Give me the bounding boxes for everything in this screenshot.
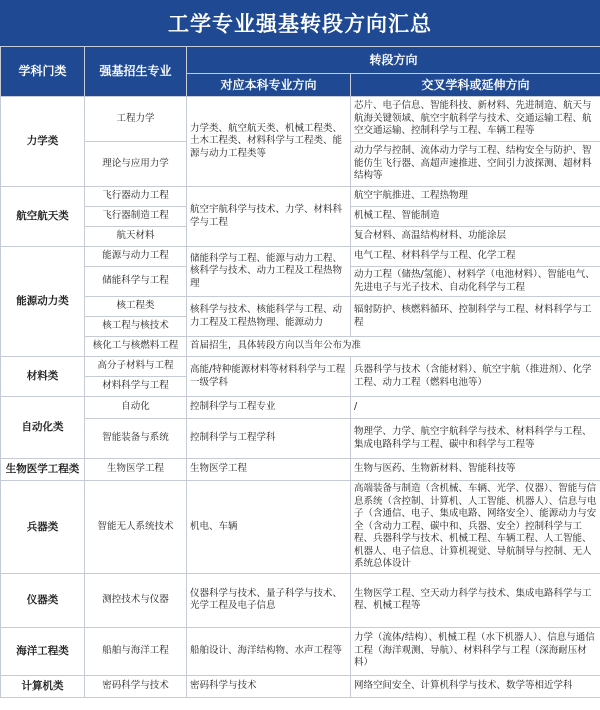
related-cell: 船舶设计、海洋结构物、水声工程等 [187, 627, 351, 675]
category-cell: 自动化类 [1, 397, 85, 459]
cross-cell: 辐射防护、核燃料循环、控制科学与工程、材料科学与工程 [351, 297, 600, 337]
category-cell: 仪器类 [1, 573, 85, 627]
major-cell: 核工程类 [85, 297, 187, 317]
category-cell: 生物医学工程类 [1, 459, 85, 481]
major-cell: 核化工与核燃料工程 [85, 337, 187, 357]
related-cell: 生物医学工程 [187, 459, 351, 481]
header-cross: 交叉学科或延伸方向 [351, 74, 600, 97]
related-cell: 仪器科学与技术、量子科学与技术、光学工程及电子信息 [187, 573, 351, 627]
related-cell: 控制科学与工程学科 [187, 419, 351, 459]
header-category: 学科门类 [1, 47, 85, 97]
major-cell: 密码科学与技术 [85, 675, 187, 697]
direction-table [0, 46, 600, 698]
cross-cell: 动力工程（储热/氢能）、材料学（电池材料）、智能电气、先进电子与光子技术、自动化科学与工程 [351, 267, 600, 297]
cross-cell: 复合材料、高温结构材料、功能涂层 [351, 227, 600, 247]
major-cell: 储能科学与工程 [85, 267, 187, 297]
related-cell: 高能/特种能源材料等材料科学与工程一级学科 [187, 357, 351, 397]
cross-cell: 力学（流体/结构）、机械工程（水下机器人）、信息与通信工程（海洋观测、导航）、材料科学与工程（深海耐压材料） [351, 627, 600, 675]
category-cell: 兵器类 [1, 481, 85, 574]
major-cell: 智能装备与系统 [85, 419, 187, 459]
cross-cell: 航空宇航推进、工程热物理 [351, 187, 600, 207]
cross-cell: 芯片、电子信息、智能科技、新材料、先进制造、航天与航海关键领域、航空宇航科学与技术、交通运输工程、航空交通运输、控制科学与工程、车辆工程等 [351, 97, 600, 142]
header-related: 对应本科专业方向 [187, 74, 351, 97]
header-direction: 转段方向 [187, 47, 600, 74]
major-cell: 能源与动力工程 [85, 247, 187, 267]
cross-cell: / [351, 397, 600, 419]
page-title: 工学专业强基转段方向汇总 [0, 0, 600, 46]
major-cell: 测控技术与仪器 [85, 573, 187, 627]
related-cell: 控制科学与工程专业 [187, 397, 351, 419]
cross-cell: 生物医学工程、空天动力科学与技术、集成电路科学与工程、机械工程等 [351, 573, 600, 627]
related-cell: 机电、车辆 [187, 481, 351, 574]
related-cell: 航空宇航科学与技术、力学、材料科学与工程 [187, 187, 351, 247]
category-cell: 海洋工程类 [1, 627, 85, 675]
cross-cell: 物理学、力学、航空宇航科学与技术、材料科学与工程、集成电路科学与工程、碳中和科学与工程等 [351, 419, 600, 459]
major-cell: 自动化 [85, 397, 187, 419]
category-cell: 计算机类 [1, 675, 85, 697]
cross-cell: 电气工程、材料科学与工程、化学工程 [351, 247, 600, 267]
related-cell: 密码科学与技术 [187, 675, 351, 697]
related-cell: 力学类、航空航天类、机械工程类、土木工程类、材料科学与工程类、能源与动力工程类等 [187, 97, 351, 187]
header-major: 强基招生专业 [85, 47, 187, 97]
major-cell: 材料科学与工程 [85, 377, 187, 397]
cross-cell: 动力学与控制、流体动力学与工程、结构安全与防护、智能仿生飞行器、高超声速推进、空间引力波探测、超材料结构等 [351, 142, 600, 187]
cross-cell: 网络空间安全、计算机科学与技术、数学等相近学科 [351, 675, 600, 697]
major-cell: 生物医学工程 [85, 459, 187, 481]
major-cell: 船舶与海洋工程 [85, 627, 187, 675]
major-cell: 飞行器制造工程 [85, 207, 187, 227]
category-cell: 能源动力类 [1, 247, 85, 357]
note-cell: 首届招生，具体转段方向以当年公布为准 [187, 337, 600, 357]
major-cell: 智能无人系统技术 [85, 481, 187, 574]
major-cell: 核工程与核技术 [85, 317, 187, 337]
related-cell: 储能科学与工程、能源与动力工程、核科学与技术、动力工程及工程热物理 [187, 247, 351, 297]
category-cell: 力学类 [1, 97, 85, 187]
cross-cell: 生物与医药、生物新材料、智能科技等 [351, 459, 600, 481]
category-cell: 航空航天类 [1, 187, 85, 247]
major-cell: 飞行器动力工程 [85, 187, 187, 207]
major-cell: 航天材料 [85, 227, 187, 247]
cross-cell: 兵器科学与技术（含能材料）、航空宇航（推进剂）、化学工程、动力工程（燃料电池等） [351, 357, 600, 397]
major-cell: 工程力学 [85, 97, 187, 142]
category-cell: 材料类 [1, 357, 85, 397]
related-cell: 核科学与技术、核能科学与工程、动力工程及工程热物理、能源动力 [187, 297, 351, 337]
major-cell: 高分子材料与工程 [85, 357, 187, 377]
cross-cell: 机械工程、智能制造 [351, 207, 600, 227]
cross-cell: 高端装备与制造（含机械、车辆、光学、仪器）、智能与信息系统（含控制、计算机、人工智能、机器人）、信息与电子（含通信、电子、集成电路、网络安全）、能源动力与安全（含动力工程、碳中和、兵器、安全）控制科学与工程、兵器科学与技术、机械工程、车辆工程、人工智能、机器人、电子信息、计算机视觉、导航制导与控制、无人系统总体设计 [351, 481, 600, 574]
major-cell: 理论与应用力学 [85, 142, 187, 187]
